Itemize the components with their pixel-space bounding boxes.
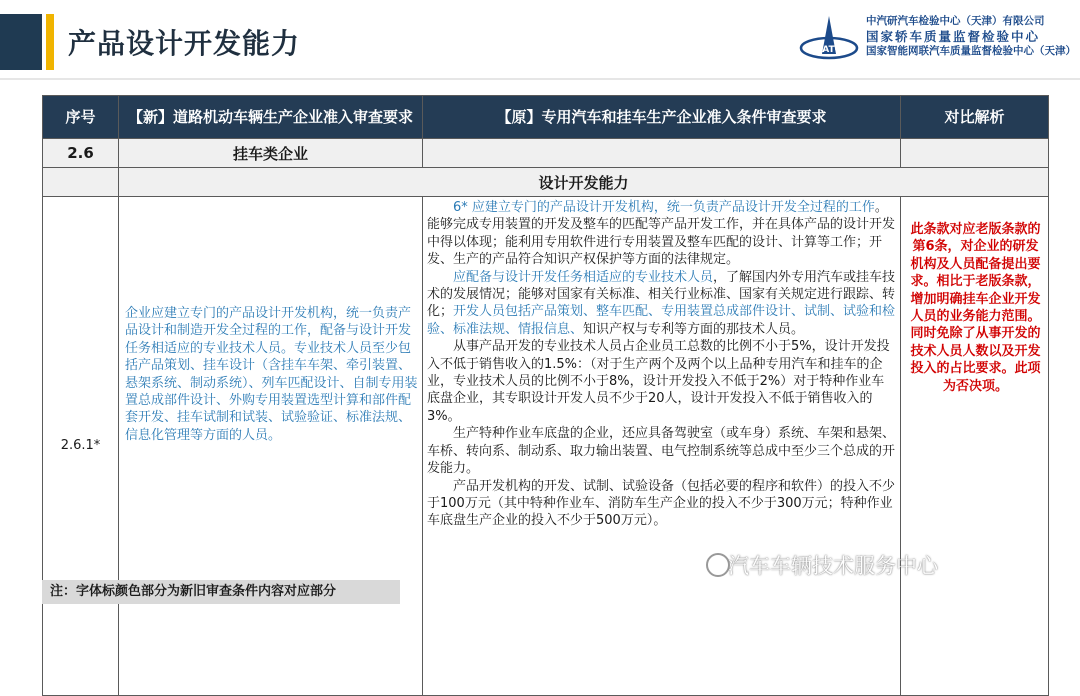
header-analysis: 对比解析 [901, 96, 1049, 139]
section-row [43, 168, 1049, 197]
table-row [43, 197, 1049, 696]
old-paragraph: 从事产品开发的专业技术人员占企业员工总数的比例不小于5%，设计开发投入不低于销售收入的1.5%：（对于生产两个及两个以上品种专用汽车和挂车的企业，专业技术人员的比例不小于8%，设计开发投入不低于2%）对于特种作业车底盘企业，其专职设计开发人员不少于20人，设计开发投入不低于销售收入的3%。 [427, 339, 890, 424]
watermark-icon [706, 553, 730, 577]
row-number: 2.6 [43, 139, 119, 168]
header-new: 【新】道路机动车辆生产企业准入审查要求 [119, 96, 423, 139]
header-no: 序号 [43, 96, 119, 139]
watermark-text: 汽车车辆技术服务中心 [728, 554, 938, 578]
tatc-logo-icon [798, 14, 860, 66]
old-paragraph: 产品开发机构的开发、试制、试验设备（包括必要的程序和软件）的投入不少于100万元（其中特种作业车、消防车生产企业的投入不少于300万元；特种作业车底盘生产企业的投入不少于500万元）。 [427, 478, 896, 529]
org-line: 国家智能网联汽车质量监督检验中心（天津） [866, 45, 1076, 57]
title-accent-stripe [46, 14, 54, 70]
org-line: 国家轿车质量监督检验中心 [866, 29, 1041, 44]
old-paragraph: 6* 应建立专门的产品设计开发机构，统一负责产品设计开发全过程的工作。能够完成专用装置的开发及整车的匹配等产品开发工作，并在具体产品的设计开发中得以体现；能利用专用软件进行专用装置及整车匹配的设计、计算等工作；开发、生产的产品符合知识产权保护等方面的法律规定。 [427, 200, 896, 268]
page-title: 产品设计开发能力 [68, 27, 301, 60]
organization-names [866, 14, 1076, 59]
clause-number: 2.6.1* [43, 197, 119, 696]
comparison-table [42, 95, 1049, 696]
old-requirement-text [423, 197, 901, 696]
old-paragraph: 应配备与设计开发任务相适应的专业技术人员，了解国内外专用汽车或挂车技术的发展情况；能够对国家有关标准、相关行业标准、国家有关规定进行跟踪、转化；开发人员包括产品策划、整车匹配、专用装置总成部件设计、试制、试验和检验、标准法规、情报信息、知识产权与专利等方面的那技术人员。 [427, 269, 896, 337]
old-paragraph: 生产特种作业车底盘的企业，还应具备驾驶室（或车身）系统、车架和悬架、车桥、转向系、制动系、取力输出装置、电气控制系统等总成中至少三个总成的开发能力。 [427, 426, 896, 477]
header-old: 【原】专用汽车和挂车生产企业准入条件审查要求 [423, 96, 901, 139]
footnote: 注：字体标颜色部分为新旧审查条件内容对应部分 [42, 580, 400, 604]
title-accent-bar [0, 14, 42, 70]
table-row [43, 139, 1049, 168]
org-line: 中汽研汽车检验中心（天津）有限公司 [866, 15, 1045, 27]
logo-text: TATC [816, 45, 842, 55]
section-title: 设计开发能力 [119, 168, 1049, 197]
header-divider [0, 78, 1080, 80]
row-category: 挂车类企业 [119, 139, 423, 168]
table-header-row [43, 96, 1049, 139]
new-requirement-text: 企业应建立专门的产品设计开发机构，统一负责产品设计和制造开发全过程的工作，配备与设计开发任务相适应的专业技术人员。专业技术人员至少包括产品策划、挂车设计（含挂车车架、牵引装置、悬架系统、制动系统）、列车匹配设计、自制专用装置总成部件设计、外购专用装置选型计算和部件配套开发、挂车试制和试装、试验验证、标准法规、信息化管理等方面的人员。 [119, 197, 423, 696]
analysis-text: 此条款对应老版条款的第6条，对企业的研发机构及人员配备提出要求。相比于老版条款，增加明确挂车企业开发人员的业务能力范围。同时免除了从事开发的技术人员人数以及开发投入的占比要求。此项为否决项。 [901, 197, 1049, 696]
